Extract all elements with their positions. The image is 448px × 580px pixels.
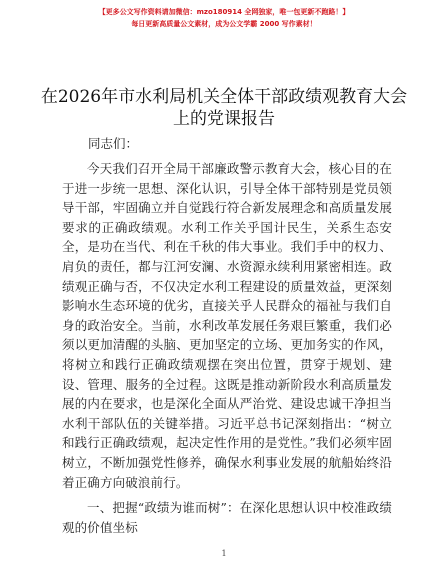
document-title: 在2026年市水利局机关全体干部政绩观教育大会上的党课报告 (40, 87, 408, 129)
document-body (62, 159, 392, 537)
page-number: 1 (221, 549, 227, 558)
promo-banner-line-1: 【更多公文写作资料请加微信：mzo180914 全网独家，唯一包更新不跑路！】 (98, 8, 350, 16)
salutation: 同志们： (88, 136, 139, 151)
body-paragraph: 今天我们召开全局干部廉政警示教育大会，核心目的在于进一步统一思想、深化认识，引导全体干部特别是党员领导干部，牢固确立并自觉践行符合新发展理念和高质量发展要求的正确政绩观。水利工作关乎国计民生，关系生态安全，是功在当代、利在千秋的伟大事业。我们手中的权力、肩负的责任，都与江河安澜、水资源永续利用紧密相连。政绩观正确与否，不仅决定水利工程建设的质量效益，更深刻影响水生态环境的优劣，直接关乎人民群众的福祉与我们自身的政治安全。当前，水利改革发展任务艰巨繁重，我们必须以更加清醒的头脑、更加坚定的立场、更加务实的作风，将树立和践行正确政绩观摆在突出位置，贯穿于规划、建设、管理、服务的全过程。这既是推动新阶段水利高质量发展的内在要求，也是深化全面从严治党、建设忠诚干净担当水利干部队伍的关键举措。习近平总书记深刻指出：“树立和践行正确政绩观，起决定性作用的是党性。”我们必须牢固树立，不断加强党性修养，确保水利事业发展的航船始终沿着正确方向破浪前行。 (62, 161, 392, 490)
section-heading: 一、把握“政绩为谁而树”：在深化思想认识中校准政绩观的价值坐标 (62, 500, 392, 535)
promo-banner-line-2: 每日更新高质量公文素材，成为公文学霸 2000 写作素材！ (131, 20, 317, 28)
promo-banner (0, 6, 448, 30)
